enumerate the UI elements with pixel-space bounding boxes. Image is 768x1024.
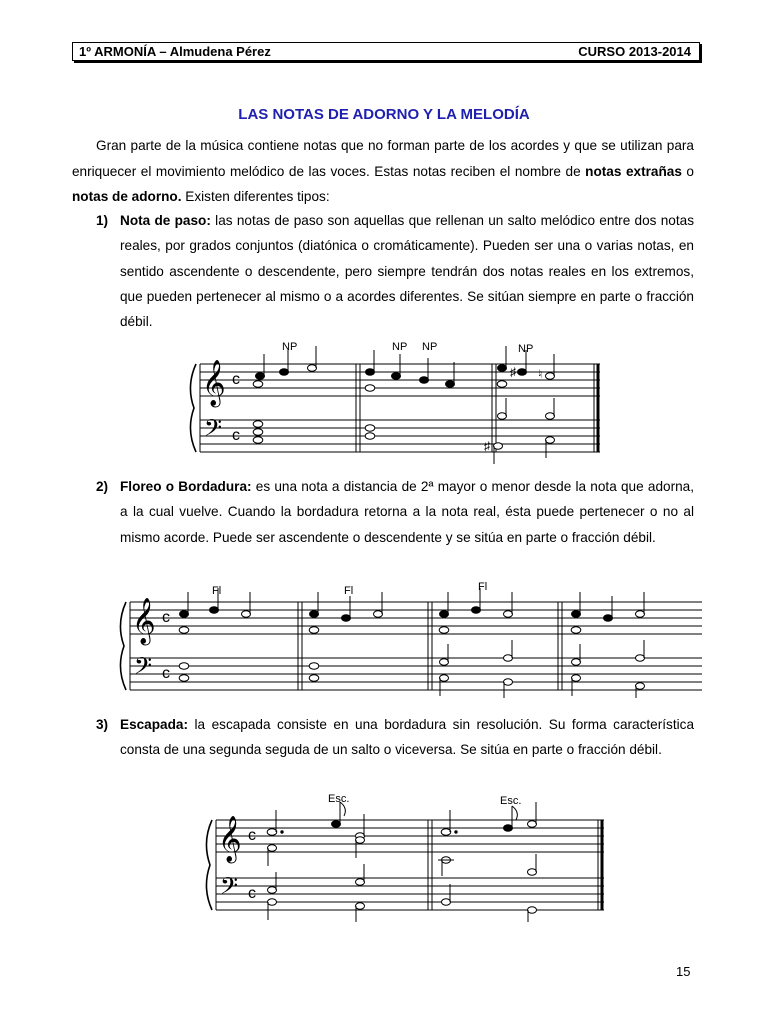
header-school-year: CURSO 2013-2014 bbox=[578, 44, 691, 59]
time-signature-bass: c bbox=[162, 665, 170, 682]
fl-label: Fl bbox=[478, 581, 488, 593]
item-floreo-bordadura: 2) Floreo o Bordadura: es una nota a distancia de 2ª mayor o menor desde la nota que adorna, a la cual vuelve. Cuando la bordadura retorna a la nota real, ésta puede pertenecer o no al mismo acorde. Puede ser ascendente o descendente y se sitúa en parte o fracción débil. bbox=[96, 479, 694, 545]
np-label: NP bbox=[282, 341, 298, 353]
score-floreo bbox=[116, 578, 704, 698]
item-term: Escapada: bbox=[120, 717, 189, 732]
item-term: Nota de paso: bbox=[120, 213, 211, 228]
fl-label: Fl bbox=[212, 585, 222, 597]
header-course-author: 1º ARMONÍA – Almudena Pérez bbox=[79, 44, 271, 59]
esc-label: Esc. bbox=[500, 795, 522, 807]
np-label: NP bbox=[518, 343, 534, 355]
item-nota-de-paso: 1) Nota de paso: las notas de paso son aquellas que rellenan un salto melódico entre dos notas reales, por grados conjuntos (diatónica o cromáticamente). Pueden ser una o varias notas, en sentido ascendente o descendente, pero siempre tendrán dos notas reales en los extremos, que pueden pertenecer al mismo o a acordes diferentes. Se sitúan siempre en parte o fracción débil. bbox=[96, 213, 694, 330]
sharp-icon: ♯ bbox=[510, 365, 516, 379]
score-nota-de-paso bbox=[186, 336, 606, 466]
fl-label: Fl bbox=[344, 585, 354, 597]
bass-clef-icon: 𝄢 bbox=[220, 873, 239, 904]
time-signature-bass: c bbox=[232, 427, 240, 444]
treble-clef-icon: 𝄞 bbox=[218, 817, 242, 861]
time-signature-treble: c bbox=[248, 827, 256, 844]
time-signature-treble: c bbox=[232, 371, 240, 388]
treble-clef-icon: 𝄞 bbox=[202, 361, 226, 405]
time-signature-treble: c bbox=[162, 609, 170, 626]
page-number: 15 bbox=[676, 964, 691, 979]
time-signature-bass: c bbox=[248, 885, 256, 902]
np-label: NP bbox=[392, 341, 408, 353]
sharp-icon: ♯ bbox=[484, 439, 490, 453]
running-header bbox=[72, 42, 700, 61]
item-term: Floreo o Bordadura: bbox=[120, 479, 252, 494]
natural-icon: ♮ bbox=[538, 367, 543, 381]
bass-clef-icon: 𝄢 bbox=[134, 653, 153, 684]
treble-clef-icon: 𝄞 bbox=[132, 599, 156, 643]
esc-label: Esc. bbox=[328, 793, 350, 805]
item-escapada: 3) Escapada: la escapada consiste en una bordadura sin resolución. Su forma característica consta de una segunda seguda de un salto o viceversa. Se sitúa en parte o fracción débil. bbox=[96, 717, 694, 758]
np-label: NP bbox=[422, 341, 438, 353]
score-escapada bbox=[202, 790, 610, 922]
bass-clef-icon: 𝄢 bbox=[204, 415, 223, 446]
intro-paragraph: Gran parte de la música contiene notas que no forman parte de los acordes y que se utilizan para enriquecer el movimiento melódico de las voces. Estas notas reciben el nombre de notas extrañas o notas de adorno. Existen diferentes tipos: bbox=[72, 138, 694, 204]
page-title: LAS NOTAS DE ADORNO Y LA MELODÍA bbox=[238, 106, 530, 123]
